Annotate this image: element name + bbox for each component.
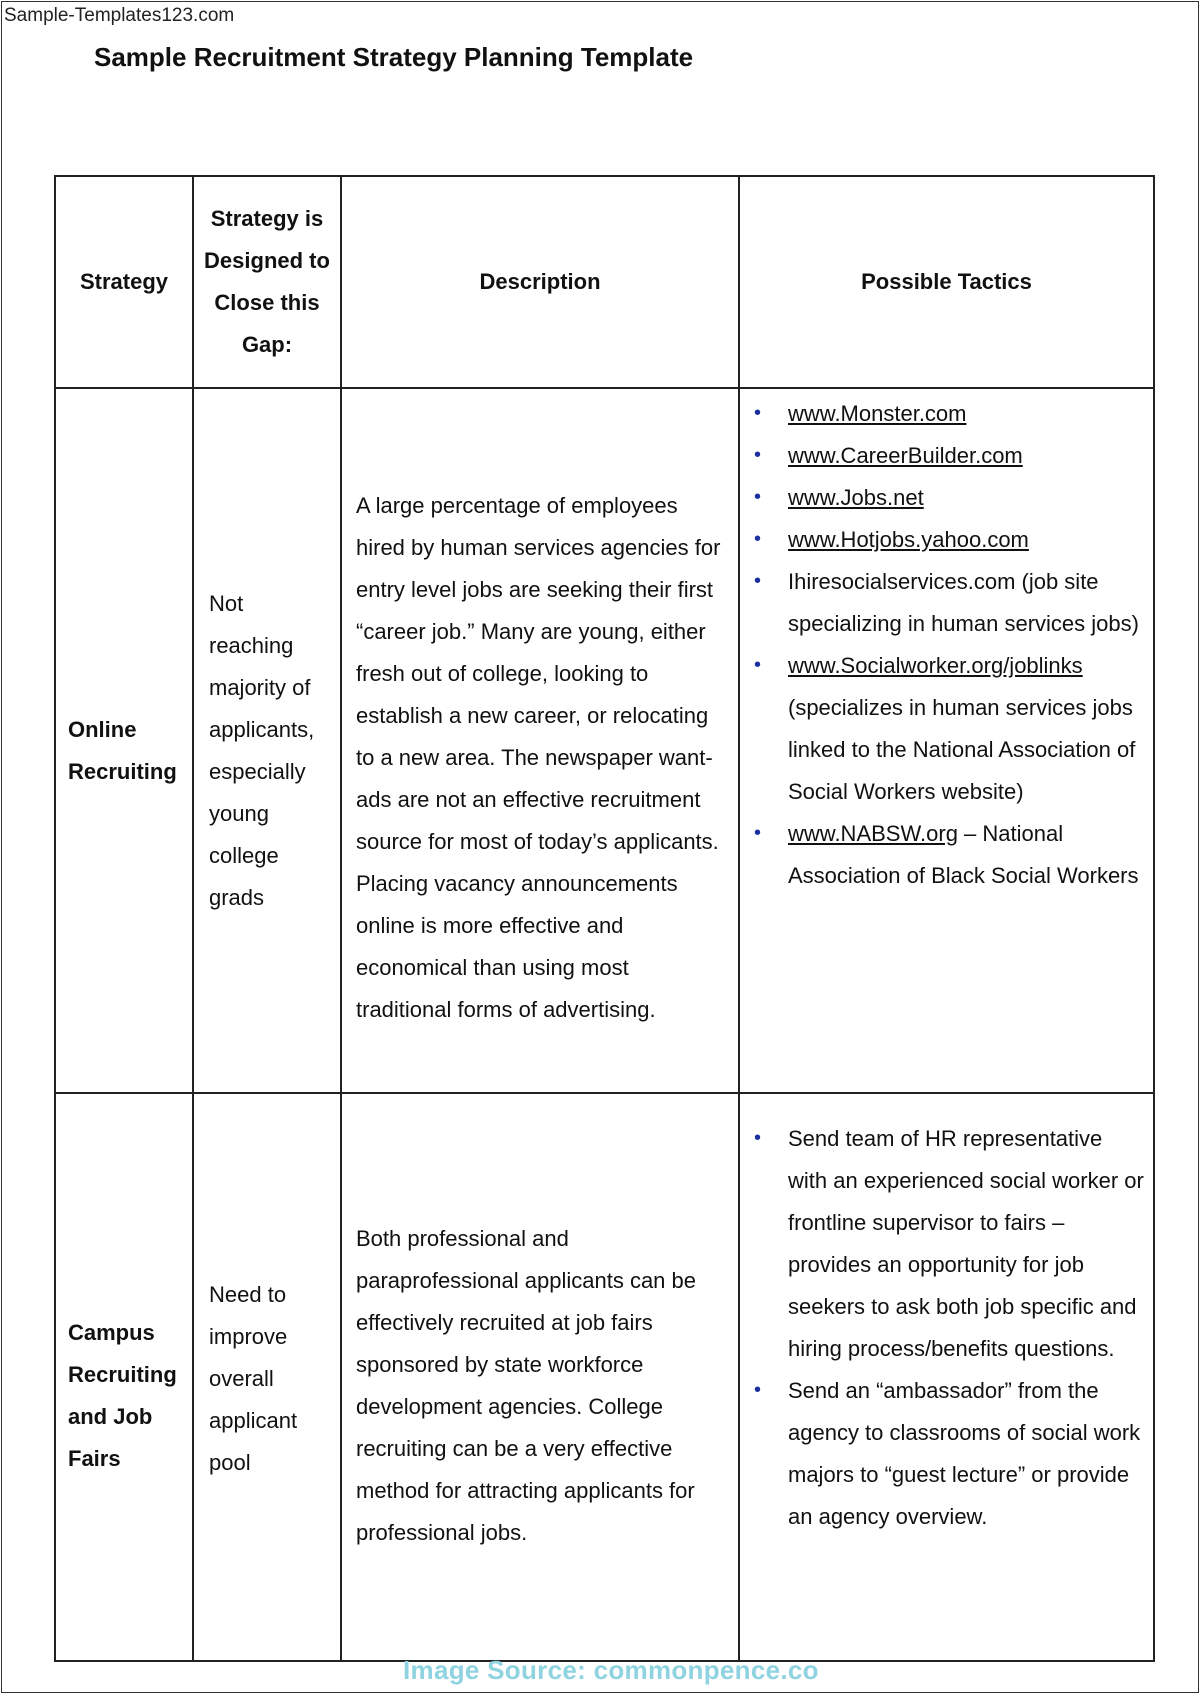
tactic-text: – National Association of Black Social Workers: [788, 821, 1139, 888]
tactics-list: [754, 393, 1145, 897]
list-item: [754, 435, 1145, 477]
site-name: Sample-Templates123.com: [4, 5, 235, 26]
list-item: [754, 561, 1145, 645]
list-item: [754, 1370, 1145, 1538]
header-tactics: Possible Tactics: [739, 176, 1154, 388]
list-item: [754, 477, 1145, 519]
list-item: [754, 1118, 1145, 1370]
bullet-icon: •: [754, 570, 762, 592]
bullet-icon: •: [754, 654, 762, 676]
image-source: Image Source: commonpence.co: [403, 1655, 819, 1685]
list-item: [754, 519, 1145, 561]
tactic-link[interactable]: www.Monster.com: [788, 401, 967, 426]
description-text: Both professional and paraprofessional applicants can be effectively recruited at job fairs sponsored by state workforce development agencies. College recruiting can be a very effective method for attracting applicants for professional jobs.: [356, 1226, 697, 1545]
strategy-name: Campus Recruiting and Job Fairs: [68, 1320, 177, 1471]
header-description: Description: [341, 176, 739, 388]
gap-cell: [193, 388, 341, 1093]
tactic-text: (specializes in human services jobs linked to the National Association of Social Workers website): [788, 695, 1136, 804]
document-title: Sample Recruitment Strategy Planning Template: [94, 42, 694, 72]
gap-text: Not reaching majority of applicants, especially young college grads: [209, 590, 315, 910]
tactic-text: Ihiresocialservices.com (job site specializing in human services jobs): [788, 569, 1139, 636]
strategy-name: Online Recruiting: [68, 716, 177, 784]
bullet-icon: •: [754, 402, 762, 424]
header-gap: Strategy is Designed to Close this Gap:: [193, 176, 341, 388]
bullet-icon: •: [754, 528, 762, 550]
bullet-icon: •: [754, 486, 762, 508]
strategy-table: [54, 175, 1155, 1662]
list-item: [754, 393, 1145, 435]
description-text: A large percentage of employees hired by human services agencies for entry level jobs are seeking their first “career job.” Many are young, either fresh out of college, looking to establish a new career, or relocating to a new area. The newspaper want-ads are not an effective recruitment source for most of today’s applicants. Placing vacancy announcements online is more effective and economical than using most traditional forms of advertising.: [356, 492, 721, 1022]
tactic-link[interactable]: www.Hotjobs.yahoo.com: [788, 527, 1029, 552]
table-row: [55, 1093, 1154, 1661]
table-row: [55, 388, 1154, 1093]
header-strategy: Strategy: [55, 176, 193, 388]
description-cell: [341, 388, 739, 1093]
tactic-link[interactable]: www.Socialworker.org/joblinks: [788, 653, 1083, 678]
list-item: [754, 645, 1145, 813]
tactics-cell: [739, 1093, 1154, 1661]
strategy-cell: [55, 388, 193, 1093]
tactic-link[interactable]: www.Jobs.net: [788, 485, 924, 510]
gap-cell: [193, 1093, 341, 1661]
tactic-link[interactable]: www.CareerBuilder.com: [788, 443, 1023, 468]
strategy-cell: [55, 1093, 193, 1661]
tactic-text: Send team of HR representative with an experienced social worker or frontline supervisor to fairs – provides an opportunity for job seekers to ask both job specific and hiring process/benefits questions.: [788, 1126, 1144, 1361]
tactics-list: [754, 1118, 1145, 1538]
bullet-icon: •: [754, 1127, 762, 1149]
description-cell: [341, 1093, 739, 1661]
bullet-icon: •: [754, 444, 762, 466]
table-header-row: [55, 176, 1154, 388]
bullet-icon: •: [754, 822, 762, 844]
gap-text: Need to improve overall applicant pool: [209, 1282, 298, 1475]
list-item: [754, 813, 1145, 897]
bullet-icon: •: [754, 1379, 762, 1401]
tactic-text: Send an “ambassador” from the agency to classrooms of social work majors to “guest lecture” or provide an agency overview.: [788, 1378, 1141, 1529]
tactic-link[interactable]: www.NABSW.org: [788, 821, 958, 846]
tactics-cell: [739, 388, 1154, 1093]
